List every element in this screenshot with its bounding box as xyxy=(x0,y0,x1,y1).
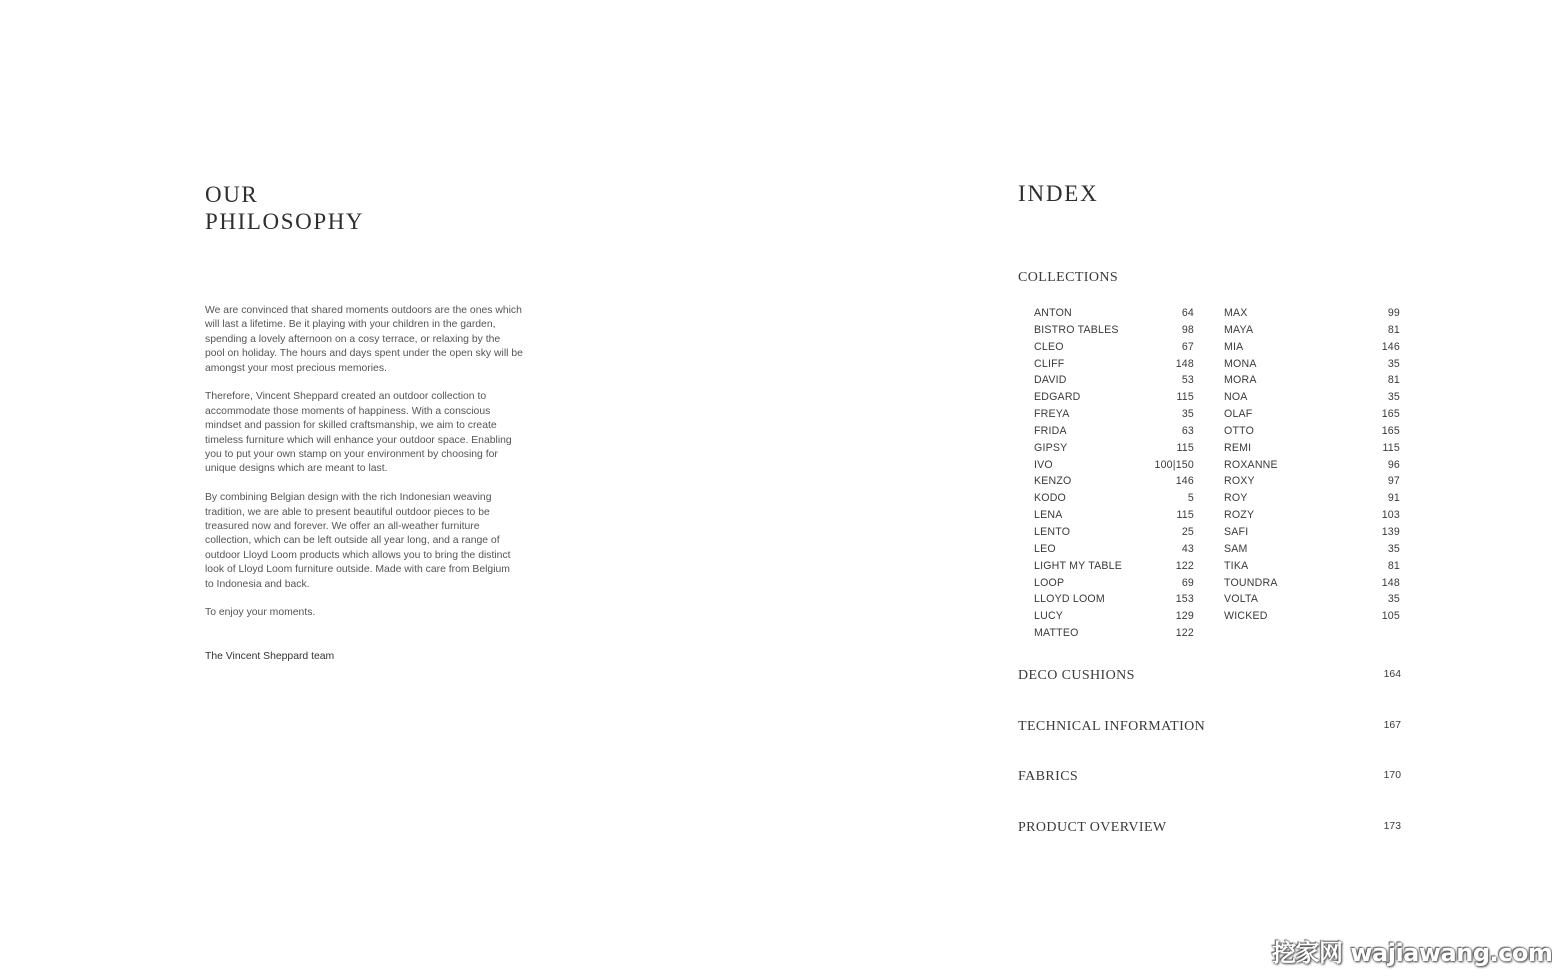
index-entry-name: ROXY xyxy=(1224,475,1255,488)
index-entry[interactable] xyxy=(1034,440,1194,457)
section-deco-cushions[interactable]: DECO CUSHIONS xyxy=(1018,668,1135,683)
index-entry-name: DAVID xyxy=(1034,374,1067,387)
index-entry[interactable] xyxy=(1224,558,1400,575)
index-entry-name: LLOYD LOOM xyxy=(1034,593,1105,606)
philosophy-body xyxy=(205,304,550,635)
section-fabrics-page: 170 xyxy=(1383,770,1401,781)
index-entry-name: OLAF xyxy=(1224,408,1253,421)
index-entry-page: 91 xyxy=(1387,492,1400,505)
watermark: 挖家网 wajiawang.com xyxy=(1272,939,1552,967)
index-title: INDEX xyxy=(1018,181,1099,206)
index-entry[interactable] xyxy=(1034,490,1194,507)
index-entry-page: 35 xyxy=(1387,357,1400,370)
index-entry-name: MAYA xyxy=(1224,323,1254,336)
index-entry-name: REMI xyxy=(1224,441,1252,454)
philosophy-title-line1: OUR xyxy=(205,182,259,207)
index-entry-page: 69 xyxy=(1181,576,1194,589)
index-entry[interactable] xyxy=(1034,558,1194,575)
index-entry[interactable] xyxy=(1224,591,1400,608)
index-entry-name: ROXANNE xyxy=(1224,458,1278,471)
section-fabrics[interactable]: FABRICS xyxy=(1018,769,1079,784)
index-entry-name: MATTEO xyxy=(1034,627,1079,640)
collections-column-left xyxy=(1034,305,1194,642)
index-entry-page: 122 xyxy=(1175,559,1194,572)
index-entry[interactable] xyxy=(1034,541,1194,558)
collections-heading: COLLECTIONS xyxy=(1018,270,1119,285)
index-entry-name: LEO xyxy=(1034,542,1056,555)
index-entry-page: 35 xyxy=(1181,408,1194,421)
index-entry-name: LUCY xyxy=(1034,610,1064,623)
index-entry-name: CLEO xyxy=(1034,340,1064,353)
index-entry-page: 25 xyxy=(1181,525,1194,538)
index-entry[interactable] xyxy=(1034,339,1194,356)
index-entry-page: 115 xyxy=(1176,391,1194,404)
index-entry[interactable] xyxy=(1034,356,1194,373)
index-entry-page: 67 xyxy=(1181,340,1194,353)
index-entry-page: 53 xyxy=(1181,374,1194,387)
index-entry-name: GIPSY xyxy=(1034,441,1068,454)
index-entry-page: 81 xyxy=(1387,323,1400,336)
philosophy-title xyxy=(205,181,364,235)
index-entry-page: 122 xyxy=(1175,627,1194,640)
index-entry-name: TOUNDRA xyxy=(1224,576,1278,589)
index-entry[interactable] xyxy=(1034,423,1194,440)
index-entry[interactable] xyxy=(1224,356,1400,373)
index-entry-page: 115 xyxy=(1176,441,1194,454)
index-entry-name: CLIFF xyxy=(1034,357,1065,370)
index-entry-page: 97 xyxy=(1387,475,1400,488)
index-entry-name: KENZO xyxy=(1034,475,1072,488)
index-entry-page: 115 xyxy=(1176,509,1194,522)
index-entry-page: 99 xyxy=(1387,307,1400,319)
index-entry-name: MIA xyxy=(1224,340,1244,353)
index-entry-name: FRIDA xyxy=(1034,424,1067,437)
index-entry[interactable] xyxy=(1224,305,1400,322)
index-entry-name: MAX xyxy=(1224,307,1248,319)
index-entry-page: 63 xyxy=(1181,424,1194,437)
index-entry-name: SAFI xyxy=(1224,525,1249,538)
index-entry-name: VOLTA xyxy=(1224,593,1259,606)
index-entry[interactable] xyxy=(1034,372,1194,389)
index-entry-name: LIGHT MY TABLE xyxy=(1034,559,1122,572)
index-entry-page: 64 xyxy=(1181,307,1194,319)
index-entry-name: NOA xyxy=(1224,391,1248,404)
index-entry[interactable] xyxy=(1034,473,1194,490)
index-entry-page: 35 xyxy=(1387,391,1400,404)
section-product-overview-page: 173 xyxy=(1383,821,1401,832)
index-entry-name: LENTO xyxy=(1034,525,1071,538)
collections-column-right xyxy=(1224,305,1400,625)
section-product-overview[interactable]: PRODUCT OVERVIEW xyxy=(1018,820,1167,835)
index-entry[interactable] xyxy=(1034,625,1194,642)
philosophy-paragraph: By combining Belgian design with the rich Indonesian weaving tradition, we are able to present beautiful outdoor pieces to be treasured now and forever. We offer an all-weather furniture collection, which can be left outside all year long, and a range of outdoor Lloyd Loom products which allows you to bring the distinct look of Lloyd Loom furniture outside. Made with care from Belgium to Indonesia and back. xyxy=(205,492,511,590)
index-entry-name: BISTRO TABLES xyxy=(1034,323,1119,336)
index-entry-page: 115 xyxy=(1382,441,1400,454)
index-entry[interactable] xyxy=(1034,575,1194,592)
index-entry-page: 96 xyxy=(1387,458,1400,471)
index-entry-name: WICKED xyxy=(1224,610,1268,623)
index-entry-name: LOOP xyxy=(1034,576,1065,589)
index-entry[interactable] xyxy=(1034,305,1194,322)
index-entry-page: 146 xyxy=(1381,340,1400,353)
index-entry[interactable] xyxy=(1034,524,1194,541)
index-entry-page: 35 xyxy=(1387,593,1400,606)
index-entry[interactable] xyxy=(1224,541,1400,558)
index-entry-page: 105 xyxy=(1381,610,1400,623)
index-entry-page: 81 xyxy=(1387,559,1400,572)
index-entry[interactable] xyxy=(1034,608,1194,625)
index-entry-page: 165 xyxy=(1381,424,1400,437)
index-entry-page: 100|150 xyxy=(1154,458,1194,471)
index-entry-page: 98 xyxy=(1181,323,1194,336)
index-entry[interactable] xyxy=(1224,608,1400,625)
index-entry-name: ANTON xyxy=(1034,307,1072,319)
index-entry[interactable] xyxy=(1224,490,1400,507)
index-entry-page: 153 xyxy=(1175,593,1194,606)
index-entry[interactable] xyxy=(1224,575,1400,592)
index-entry-page: 146 xyxy=(1175,475,1194,488)
philosophy-paragraph: Therefore, Vincent Sheppard created an outdoor collection to accommodate those moments of happiness. With a conscious mindset and passion for skilled craftsmanship, we aim to create timeless furniture which will enhance your outdoor space. Enabling you to put your own stamp on your environment by choosing for unique designs which are meant to last. xyxy=(205,391,512,475)
index-entry-name: IVO xyxy=(1034,458,1053,471)
index-entry-page: 139 xyxy=(1381,525,1400,538)
index-entry-name: FREYA xyxy=(1034,408,1070,421)
index-entry-page: 165 xyxy=(1381,408,1400,421)
index-entry[interactable] xyxy=(1224,322,1400,339)
index-entry-name: LENA xyxy=(1034,509,1063,522)
index-entry-page: 5 xyxy=(1187,492,1194,505)
index-entry-name: TIKA xyxy=(1224,559,1249,572)
index-entry[interactable] xyxy=(1224,423,1400,440)
index-entry-name: KODO xyxy=(1034,492,1066,505)
index-entry[interactable] xyxy=(1224,507,1400,524)
index-entry[interactable] xyxy=(1224,339,1400,356)
index-entry-name: MONA xyxy=(1224,357,1257,370)
index-entry-name: ROZY xyxy=(1224,509,1255,522)
index-entry[interactable] xyxy=(1224,389,1400,406)
philosophy-paragraph: To enjoy your moments. xyxy=(205,607,316,619)
index-entry[interactable] xyxy=(1034,591,1194,608)
index-entry[interactable] xyxy=(1034,322,1194,339)
index-entry[interactable] xyxy=(1224,524,1400,541)
index-entry-name: MORA xyxy=(1224,374,1257,387)
index-entry[interactable] xyxy=(1034,406,1194,423)
index-entry[interactable] xyxy=(1224,406,1400,423)
philosophy-title-line2: PHILOSOPHY xyxy=(205,209,365,234)
signature: The Vincent Sheppard team xyxy=(205,651,335,662)
index-entry-page: 148 xyxy=(1175,357,1194,370)
index-entry[interactable] xyxy=(1224,372,1400,389)
index-entry[interactable] xyxy=(1224,457,1400,474)
index-entry-page: 129 xyxy=(1175,610,1194,623)
section-technical-information[interactable]: TECHNICAL INFORMATION xyxy=(1018,719,1206,734)
index-entry-name: SAM xyxy=(1224,542,1248,555)
index-entry-name: EDGARD xyxy=(1034,391,1081,404)
index-entry-page: 103 xyxy=(1381,509,1400,522)
philosophy-paragraph: We are convinced that shared moments outdoors are the ones which will last a lifetime. Be it playing with your children in the garden, spending a lovely afternoon on a cosy terrace, or relaxing by the pool on holiday. The hours and days spent under the open sky will be amongst your most precious memories. xyxy=(205,305,523,374)
index-entry-name: ROY xyxy=(1224,492,1248,505)
index-entry-page: 81 xyxy=(1387,374,1400,387)
index-entry[interactable] xyxy=(1034,507,1194,524)
index-entry-name: OTTO xyxy=(1224,424,1255,437)
index-entry[interactable] xyxy=(1224,440,1400,457)
section-deco-cushions-page: 164 xyxy=(1383,669,1401,680)
index-entry-page: 35 xyxy=(1387,542,1400,555)
index-entry-page: 148 xyxy=(1381,576,1400,589)
index-entry[interactable] xyxy=(1034,389,1194,406)
index-entry[interactable] xyxy=(1224,473,1400,490)
section-technical-information-page: 167 xyxy=(1383,720,1401,731)
index-entry[interactable] xyxy=(1034,457,1194,474)
index-entry-page: 43 xyxy=(1181,542,1194,555)
